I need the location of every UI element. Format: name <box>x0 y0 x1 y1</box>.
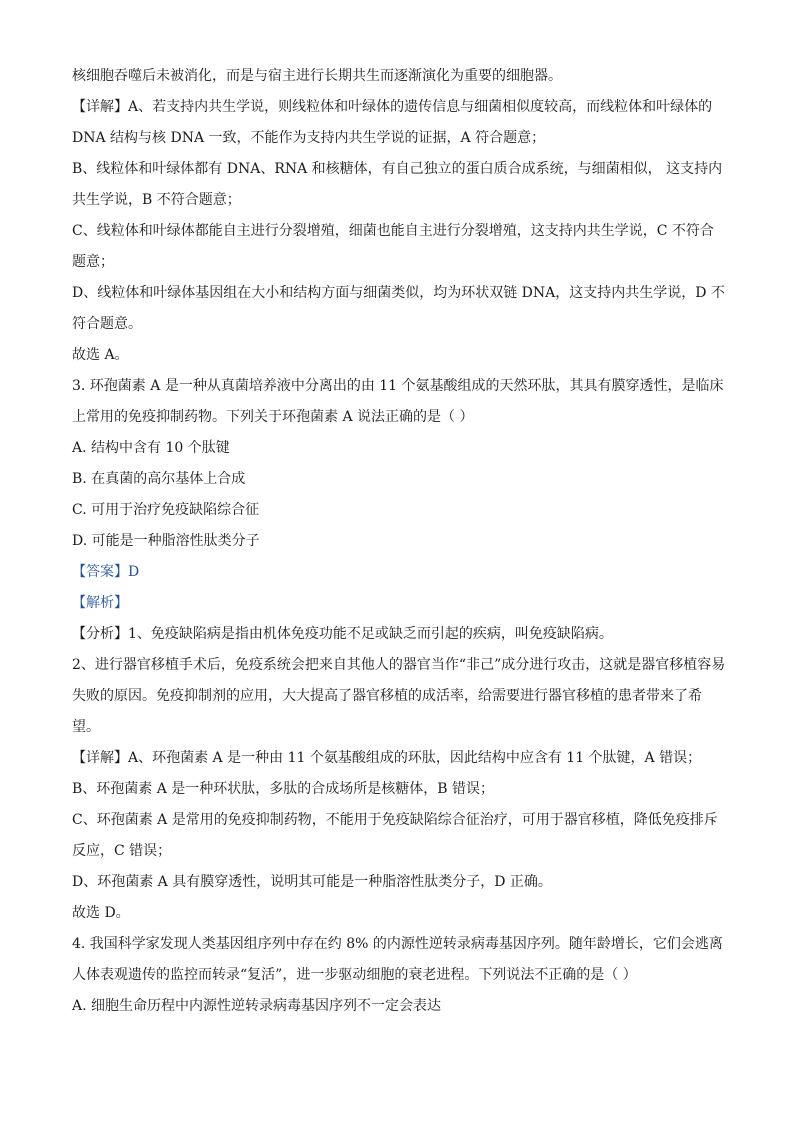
text-line: B、线粒体和叶绿体都有 DNA、RNA 和核糖体，有自己独立的蛋白质合成系统，与细菌相似， 这支持内 <box>72 161 723 177</box>
question-text: 上常用的免疫抑制药物。下列关于环孢菌素 A 说法正确的是（ ） <box>72 409 474 425</box>
text-line: 望。 <box>72 719 100 735</box>
text-line: 符合题意。 <box>72 316 142 332</box>
option-d: D. 可能是一种脂溶性肽类分子 <box>72 533 260 549</box>
text-line: 共生学说，B 不符合题意； <box>72 192 241 208</box>
question-text: 3. 环孢菌素 A 是一种从真菌培养液中分离出的由 11 个氨基酸组成的天然环肽，其具有膜穿透性，是临床 <box>72 378 724 394</box>
text-line: 失败的原因。免疫抑制剂的应用，大大提高了器官移植的成活率，给需要进行器官移植的患者带来了希 <box>72 688 702 704</box>
text-line: C、环孢菌素 A 是常用的免疫抑制药物，不能用于免疫缺陷综合征治疗，可用于器官移植，降低免疫排斥 <box>72 812 718 828</box>
text-line: B、环孢菌素 A 是一种环状肽，多肽的合成场所是核糖体，B 错误； <box>72 781 495 797</box>
text-line: 2、进行器官移植手术后，免疫系统会把来自其他人的器官当作“非己”成分进行攻击，这就是器官移植容易 <box>72 657 726 673</box>
answer-label: 【答案】D <box>72 564 140 580</box>
text-line: 核细胞吞噬后未被消化，而是与宿主进行长期共生而逐渐演化为重要的细胞器。 <box>72 68 562 84</box>
text-line: 反应，C 错误； <box>72 843 172 859</box>
text-line: 【详解】A、若支持内共生学说，则线粒体和叶绿体的遗传信息与细菌相似度较高，而线粒体和叶绿体的 <box>72 99 713 115</box>
text-line: 故选 D。 <box>72 905 130 921</box>
text-line: 【详解】A、环孢菌素 A 是一种由 11 个氨基酸组成的环肽，因此结构中应含有 11 个肽键，A 错误； <box>72 750 702 766</box>
text-line: C、线粒体和叶绿体都能自主进行分裂增殖，细菌也能自主进行分裂增殖，这支持内共生学说，C 不符合 <box>72 223 714 239</box>
option-c: C. 可用于治疗免疫缺陷综合征 <box>72 502 260 518</box>
text-line: D、环孢菌素 A 具有膜穿透性，说明其可能是一种脂溶性肽类分子，D 正确。 <box>72 874 552 890</box>
option-b: B. 在真菌的高尔基体上合成 <box>72 471 246 487</box>
text-line: DNA 结构与核 DNA 一致，不能作为支持内共生学说的证据，A 符合题意； <box>72 130 546 146</box>
option-a: A. 结构中含有 10 个肽键 <box>72 440 230 456</box>
question-text: 4. 我国科学家发现人类基因组序列中存在约 8% 的内源性逆转录病毒基因序列。随年龄增长，它们会逃离 <box>72 936 723 952</box>
text-line: 题意； <box>72 254 114 270</box>
text-line: 【分析】1、免疫缺陷病是指由机体免疫功能不足或缺乏而引起的疾病，叫免疫缺陷病。 <box>72 626 613 642</box>
text-line: 故选 A。 <box>72 347 129 363</box>
text-line: D、线粒体和叶绿体基因组在大小和结构方面与细菌类似，均为环状双链 DNA，这支持内共生学说，D 不 <box>72 285 725 301</box>
question-text: 人体表观遗传的监控而转录“复活”，进一步驱动细胞的衰老进程。下列说法不正确的是（ ） <box>72 967 637 983</box>
analysis-label: 【解析】 <box>72 595 128 611</box>
option-a: A. 细胞生命历程中内源性逆转录病毒基因序列不一定会表达 <box>72 998 442 1014</box>
